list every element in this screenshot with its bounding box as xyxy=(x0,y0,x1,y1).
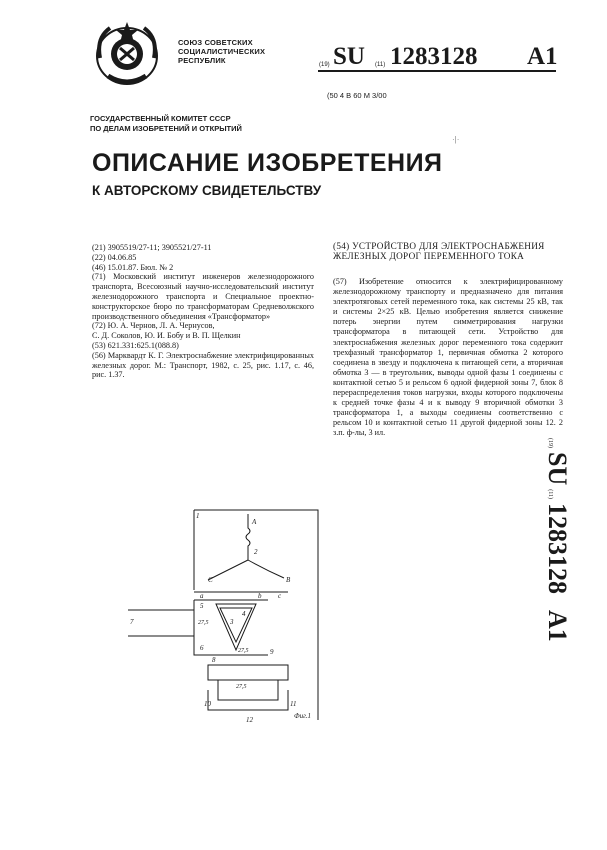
label-3: 3 xyxy=(230,618,234,626)
label-C: C xyxy=(208,576,213,584)
country-code-vertical: SU xyxy=(543,452,572,486)
code-11-vertical: (11) xyxy=(547,489,553,500)
biblio-entry: (53) 621.331:625.1(088.8) xyxy=(92,340,179,350)
label-6: 6 xyxy=(200,644,204,652)
committee-name xyxy=(90,114,242,134)
label-8: 8 xyxy=(212,656,216,664)
label-B: B xyxy=(286,576,291,584)
biblio-entry: (22) 04.06.85 xyxy=(92,252,137,262)
bibliography xyxy=(92,243,314,380)
primary-winding-a xyxy=(246,514,250,560)
union-line: СОЦИАЛИСТИЧЕСКИХ xyxy=(178,47,266,56)
circuit-diagram xyxy=(108,500,338,730)
abstract: (57) Изобретение относится к электрифицированному железнодорожному транспорту и предназначено для питания электротяговых сетей переменного тока, как системы 25 кВ, так и системы 2×25 кВ. Целью изобретения является снижение потерь энергии путем симметрирования нагрузки трансформатора в питающей сети. Устройство для электроснабжения железных дорог переменного тока содержит трехфазный трансформатор 1, первичная обмотка 2 которого соединена в звезду и подключена к питающей сети, а вторичная обмотка 3 — в треугольник, выводы одной фазы 1 соединены с контактной сетью 5 и рельсом 6 одной фидерной зоны 7, блок 8 перераспределения токов нагрузки, входы которого подключены к средней точке фазы 4 и к выводу 9 вторичной обмотки 3 трансформатора 1, а выходы соединены соответственно с рельсом 10 и контактной сетью 11 другой фидерной зоны 12. 2 з.п. ф-лы, 3 ил. xyxy=(333,277,563,438)
document-kind-vertical: A1 xyxy=(543,610,572,642)
document-subtitle: К АВТОРСКОМУ СВИДЕТЕЛЬСТВУ xyxy=(92,183,322,198)
voltage-label: 27,5 xyxy=(238,648,249,654)
primary-winding-c xyxy=(208,560,248,580)
label-7: 7 xyxy=(130,618,134,626)
ipc-class: (50 4 В 60 М 3/00 xyxy=(327,91,387,100)
committee-line: ГОСУДАРСТВЕННЫЙ КОМИТЕТ СССР xyxy=(90,114,231,123)
feeder-line xyxy=(128,610,194,636)
biblio-entry: (46) 15.01.87. Бюл. № 2 xyxy=(92,262,174,272)
committee-line: ПО ДЕЛАМ ИЗОБРЕТЕНИЙ И ОТКРЫТИЙ xyxy=(90,124,242,133)
label-9: 9 xyxy=(270,648,274,656)
code-11: (11) xyxy=(375,62,386,68)
label-5: 5 xyxy=(200,602,204,610)
union-line: РЕСПУБЛИК xyxy=(178,56,226,65)
label-c: c xyxy=(278,592,282,600)
figure-caption: Фиг.1 xyxy=(294,712,312,720)
block-line xyxy=(218,680,278,700)
biblio-entry: (72) Ю. А. Чернов, Л. А. Чернусов, xyxy=(92,321,215,331)
code-19-vertical: (19) xyxy=(547,438,553,448)
label-4: 4 xyxy=(242,610,246,618)
country-name xyxy=(178,38,265,65)
document-kind: A1 xyxy=(527,43,558,70)
patent-number-vertical: 1283128 xyxy=(543,503,572,595)
biblio-entry: С. Д. Соколов, Ю. И. Бобу и В. П. Щелкин xyxy=(92,331,241,341)
patent-number: 1283128 xyxy=(390,43,478,70)
voltage-label: 27,5 xyxy=(236,684,247,690)
label-10: 10 xyxy=(204,700,211,708)
label-A: A xyxy=(252,518,257,526)
label-b: b xyxy=(258,592,262,600)
label-2: 2 xyxy=(254,548,258,556)
ussr-emblem xyxy=(88,18,166,90)
label-a: a xyxy=(200,592,204,600)
voltage-label: 27,5 xyxy=(198,620,209,626)
code-19: (19) xyxy=(319,62,330,68)
primary-winding-b xyxy=(248,560,284,578)
invention-title: (54) УСТРОЙСТВО ДЛЯ ЭЛЕКТРОСНАБЖЕНИЯ ЖЕЛЕЗНЫХ ДОРОГ ПЕРЕМЕННОГО ТОКА xyxy=(333,241,545,262)
biblio-entry: (56) Марквардт К. Г. Электроснабжение электрифицированных железных дорог. М.: Транспорт, 1982, с. 25, рис. 1.17, с. 46, рис. 1.37. xyxy=(92,350,314,380)
document-title: ОПИСАНИЕ ИЗОБРЕТЕНИЯ xyxy=(92,149,443,177)
union-line: СОЮЗ СОВЕТСКИХ xyxy=(178,38,253,47)
label-12: 12 xyxy=(246,716,253,724)
biblio-entry: (21) 3905519/27-11; 3905521/27-11 xyxy=(92,243,212,252)
frame-line xyxy=(194,510,318,720)
ink-stamp: ·|· xyxy=(452,135,460,144)
label-1: 1 xyxy=(196,512,200,520)
vertical-patent-id xyxy=(542,438,572,642)
label-11: 11 xyxy=(290,700,297,708)
block-line xyxy=(208,665,288,680)
header-rule xyxy=(318,70,556,72)
country-code: SU xyxy=(333,43,365,70)
biblio-entry: (71) Московский институт инженеров железнодорожного транспорта, Всесоюзный научно-исследовательский институт железнодорожного транспорта и Специальное проектно-конструкторское бюро по трансформаторам Средневолжского производственного объединения «Трансформатор» xyxy=(92,272,314,321)
